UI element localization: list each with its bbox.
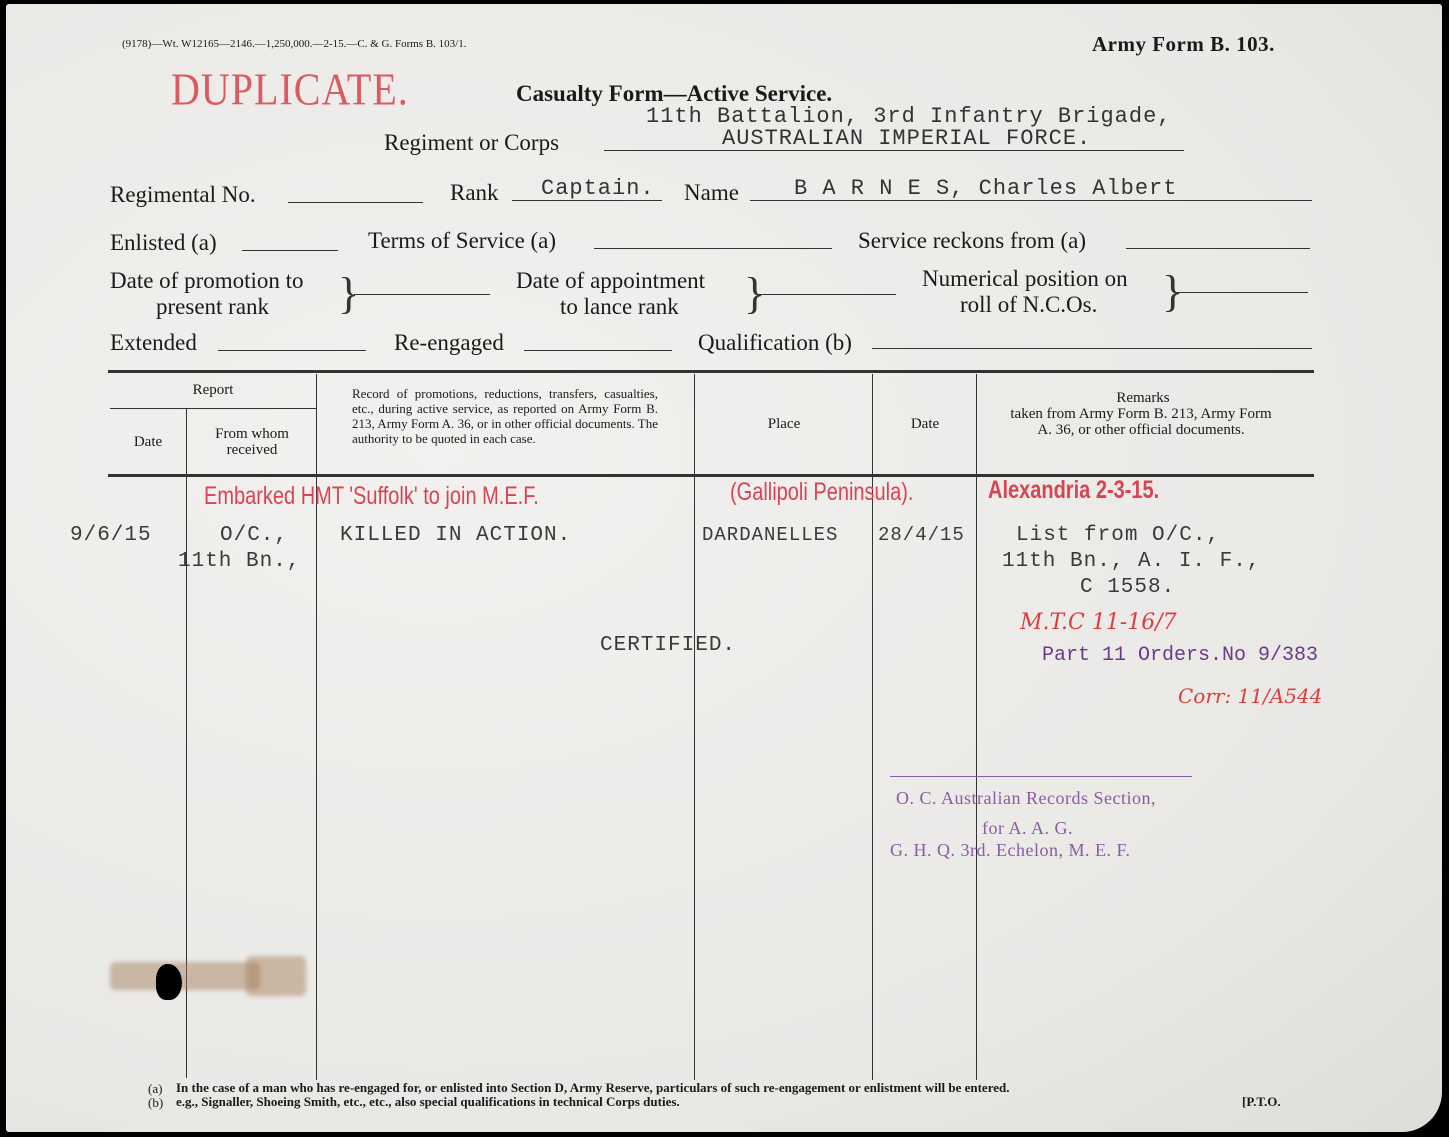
report-header: Report bbox=[192, 382, 234, 398]
extended-label: Extended bbox=[110, 330, 197, 355]
reckons-label: Service reckons from (a) bbox=[858, 228, 1086, 253]
remarks-header-detail: taken from Army Form B. 213, Army Form A. 36, or other official documents. bbox=[1010, 406, 1272, 438]
place-header: Place bbox=[767, 416, 801, 432]
reengaged-label: Re-engaged bbox=[394, 330, 504, 355]
pto-mark: [P.T.O. bbox=[1242, 1094, 1281, 1109]
records-stamp-line2: for A. A. G. bbox=[982, 818, 1073, 838]
footnote-b-mark: (b) bbox=[148, 1095, 164, 1110]
footnote-b-text: e.g., Signaller, Shoeing Smith, etc., etc., also special qualifications in technical Corps duties. bbox=[176, 1094, 680, 1109]
regiment-value-line1: 11th Battalion, 3rd Infantry Brigade, bbox=[646, 104, 1172, 129]
promotion-label-1: Date of promotion to bbox=[110, 268, 304, 293]
rust-stain bbox=[110, 962, 260, 990]
promotion-underline bbox=[354, 294, 490, 295]
numerical-label-1: Numerical position on bbox=[922, 266, 1128, 291]
records-stamp-line3: G. H. Q. 3rd. Echelon, M. E. F. bbox=[890, 840, 1131, 860]
terms-underline bbox=[594, 248, 832, 249]
rank-label: Rank bbox=[450, 180, 499, 205]
enlisted-underline bbox=[242, 250, 338, 251]
part-ii-orders-stamp: Part 11 Orders.No 9/383 bbox=[1042, 644, 1319, 667]
remarks-line1: List from O/C., bbox=[1016, 524, 1221, 547]
regimental-no-label: Regimental No. bbox=[110, 182, 256, 207]
from-whom-line1: O/C., bbox=[220, 524, 289, 547]
records-stamp-line1: O. C. Australian Records Section, bbox=[896, 788, 1156, 808]
print-code: (9178)—Wt. W12165—2146.—1,250,000.—2-15.—C. & G. Forms B. 103/1. bbox=[122, 38, 467, 50]
form-title: Casualty Form—Active Service. bbox=[516, 81, 833, 106]
place-entry: DARDANELLES bbox=[702, 524, 839, 546]
casualty-form-document bbox=[6, 4, 1442, 1132]
footnote-a-text: In the case of a man who has re-engaged for, or enlisted into Section D, Army Reserve, particulars of such re-engagement or enlistment will be entered. bbox=[176, 1080, 1010, 1095]
regimental-no-underline bbox=[288, 202, 423, 203]
correction-annotation: Corr: 11/A544 bbox=[1178, 684, 1323, 708]
red-alexandria-entry: Alexandria 2-3-15. bbox=[988, 476, 1160, 504]
rust-stain-small bbox=[246, 956, 306, 996]
qualification-underline bbox=[872, 348, 1312, 349]
appointment-label-2: to lance rank bbox=[560, 294, 679, 319]
reckons-underline bbox=[1126, 248, 1310, 249]
terms-label: Terms of Service (a) bbox=[368, 228, 557, 253]
date-entry: 28/4/15 bbox=[878, 524, 965, 546]
appointment-underline bbox=[758, 294, 896, 295]
name-value: B A R N E S, Charles Albert bbox=[794, 176, 1178, 201]
from-whom-line2: 11th Bn., bbox=[178, 550, 301, 573]
red-gallipoli-entry: (Gallipoli Peninsula). bbox=[730, 478, 914, 506]
promotion-brace: } bbox=[338, 269, 360, 318]
numerical-label-2: roll of N.C.Os. bbox=[960, 292, 1098, 317]
numerical-underline bbox=[1176, 292, 1308, 293]
record-entry: KILLED IN ACTION. bbox=[340, 524, 572, 547]
qualification-label: Qualification (b) bbox=[698, 330, 852, 355]
extended-underline bbox=[218, 350, 366, 351]
table-top-rule bbox=[108, 370, 1314, 373]
duplicate-stamp: DUPLICATE. bbox=[171, 63, 409, 115]
date2-header: Date bbox=[910, 416, 940, 432]
col-divider-3 bbox=[694, 374, 695, 1080]
appointment-brace: } bbox=[744, 269, 766, 318]
name-underline bbox=[750, 200, 1312, 201]
regiment-underline bbox=[604, 150, 1184, 151]
regiment-label: Regiment or Corps bbox=[384, 130, 560, 155]
report-date: 9/6/15 bbox=[70, 524, 152, 547]
footnote-a-mark: (a) bbox=[148, 1081, 163, 1096]
remarks-line2: 11th Bn., A. I. F., bbox=[1002, 550, 1261, 573]
rank-underline bbox=[512, 200, 662, 201]
reengaged-underline bbox=[524, 350, 672, 351]
report-sub-rule bbox=[110, 408, 316, 409]
pin-hole bbox=[156, 964, 182, 1000]
col-divider-5 bbox=[976, 374, 977, 1080]
from-whom-header: From whom received bbox=[215, 426, 289, 458]
certified-entry: CERTIFIED. bbox=[600, 634, 737, 657]
mtc-annotation: M.T.C 11-16/7 bbox=[1020, 610, 1177, 635]
remarks-line3: C 1558. bbox=[1080, 576, 1176, 599]
promotion-label-2: present rank bbox=[156, 294, 270, 319]
col-divider-2 bbox=[316, 374, 317, 1080]
date-header: Date bbox=[133, 434, 163, 450]
rank-value: Captain. bbox=[541, 176, 655, 201]
appointment-label-1: Date of appointment bbox=[516, 268, 706, 293]
records-stamp-rule bbox=[890, 776, 1192, 777]
name-label: Name bbox=[684, 180, 739, 205]
red-embarked-entry: Embarked HMT 'Suffolk' to join M.E.F. bbox=[204, 482, 539, 510]
form-number: Army Form B. 103. bbox=[1092, 32, 1275, 56]
regiment-value-line2: AUSTRALIAN IMPERIAL FORCE. bbox=[722, 126, 1092, 151]
record-header: Record of promotions, reductions, transfers, casualties, etc., during active service, as reported on Army Form B. 213, Army Form A. 36, or in other official documents. The authority to be quoted in each case. bbox=[352, 386, 658, 446]
numerical-brace: } bbox=[1162, 267, 1184, 316]
enlisted-label: Enlisted (a) bbox=[110, 230, 217, 255]
remarks-header-title: Remarks bbox=[1116, 390, 1170, 406]
